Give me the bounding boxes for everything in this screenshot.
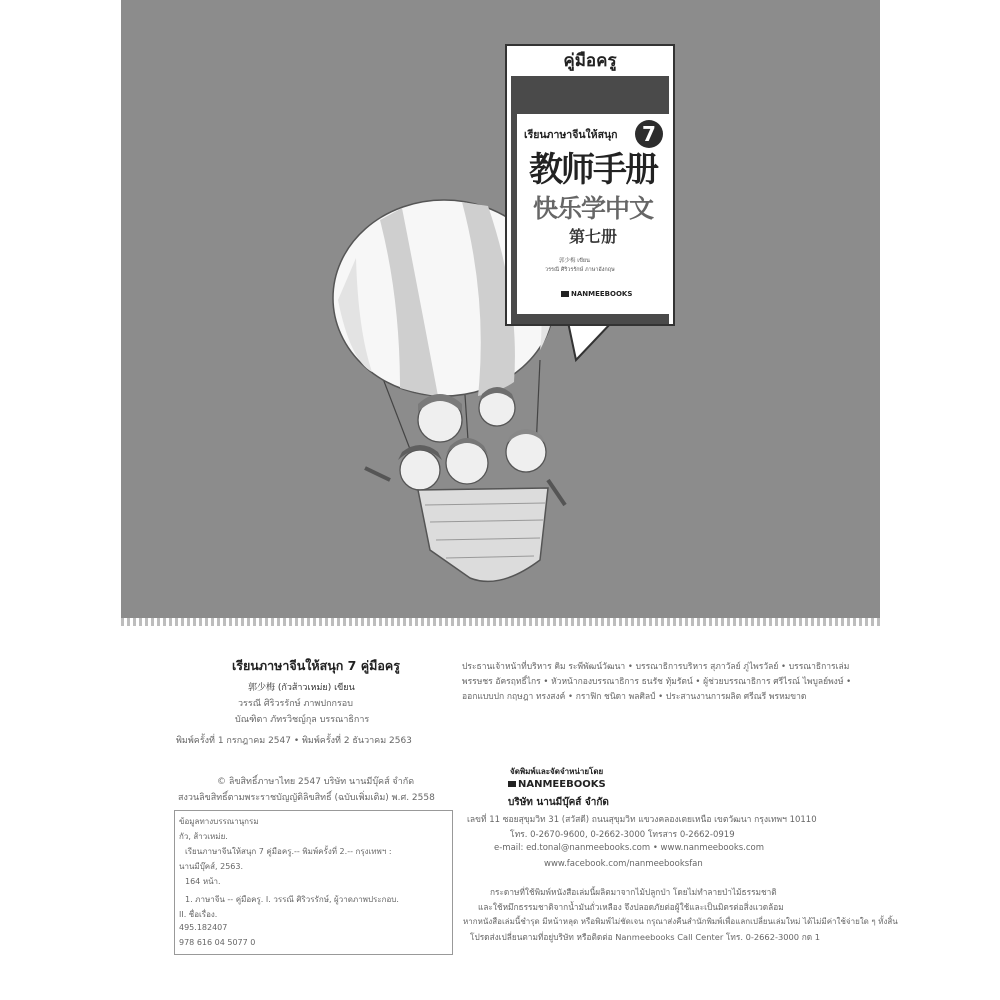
- volume-number-badge: 7: [635, 120, 663, 148]
- paper-note-line: หากหนังสือเล่มนี้ชำรุด มีหน้าหลุด หรือพิมพ์ไม่ชัดเจน กรุณาส่งคืนสำนักพิมพ์เพื่อแลกเปลี่ยนเล่มใหม่ ได้ไม่มีค่าใช้จ่ายใด ๆ ทั้งสิ้น: [463, 917, 898, 926]
- distributor-label: จัดพิมพ์และจัดจำหน่ายโดย: [510, 767, 604, 776]
- catalog-line: นานมีบุ๊คส์, 2563.: [179, 862, 244, 871]
- series-title: เรียนภาษาจีนให้สนุก: [524, 129, 618, 141]
- cover-publisher-logo: [561, 290, 632, 298]
- company-address: เลขที่ 11 ซอยสุขุมวิท 31 (สวัสดี) ถนนสุขุมวิท แขวงคลองเตยเหนือ เขตวัฒนา กรุงเทพฯ 10110: [467, 815, 817, 825]
- balloon-basket: [418, 488, 548, 581]
- paper-note-line: กระดาษที่ใช้พิมพ์หนังสือเล่มนี้ผลิตมาจากไม้ปลูกป่า โดยไม่ทำลายป่าไม้ธรรมชาติ: [490, 887, 777, 897]
- cover-author-line: 郭少梅 เขียน: [559, 258, 590, 264]
- chinese-title: 教师手册: [529, 150, 657, 190]
- staff-line: พรรษชร อัครฤทธิ์ไกร • หัวหน้ากองบรรณาธิการ ธนรัช ทุ้มรัตน์ • ผู้ช่วยบรรณาธิการ ศรีไรณ์ ไพบูลย์พงษ์ •: [462, 677, 852, 687]
- teacher-book-cover: [505, 44, 675, 326]
- imprint-title: เรียนภาษาจีนให้สนุก 7 คู่มือครู: [232, 658, 400, 673]
- company-name: บริษัท นานมีบุ๊คส์ จำกัด: [508, 797, 609, 808]
- speech-bubble-tail: [568, 322, 612, 360]
- nanmee-logo-icon: [561, 291, 569, 297]
- book-cover-panel: [517, 114, 669, 314]
- imprint-author: 郭少梅 (กัวส้าวเหม่ย) เขียน: [248, 683, 355, 693]
- imprint-copyright-1: © ลิขสิทธิ์ภาษาไทย 2547 บริษัท นานมีบุ๊คส์ จำกัด: [217, 777, 415, 787]
- book-label-top: คู่มือครู: [563, 51, 617, 71]
- catalog-line: 164 หน้า.: [185, 877, 221, 886]
- company-email-web: e-mail: ed.tonal@nanmeebooks.com • www.nanmeebooks.com: [494, 843, 765, 853]
- children-group: [365, 387, 565, 505]
- publisher-logo-text: NANMEEBOOKS: [518, 779, 606, 790]
- paper-note-line: และใช้หมึกธรรมชาติจากน้ำมันถั่วเหลือง จึงปลอดภัยต่อผู้ใช้และเป็นมิตรต่อสิ่งแวดล้อม: [478, 902, 784, 912]
- imprint-translator: วรรณี ศิริวรรักษ์ ภาพปกกรอบ: [238, 699, 353, 709]
- staff-line: ออกแบบปก กฤษฎา ทรงสงค์ • กราฟิก ชนิดา พลศิลป์ • ประสานงานการผลิต ศรีณรี พรหมขาด: [462, 692, 807, 702]
- staff-line: ประธานเจ้าหน้าที่บริหาร คิม ระพีพัฒน์วัฒนา • บรรณาธิการบริหาร สุภาวัลย์ ภู่ไพรวัลย์ • บรรณาธิการเล่ม: [462, 662, 850, 672]
- imprint-copyright-2: สงวนลิขสิทธิ์ตามพระราชบัญญัติลิขสิทธิ์ (ฉบับเพิ่มเติม) พ.ศ. 2558: [178, 793, 435, 803]
- catalog-line: กัว, ส้าวเหม่ย.: [179, 832, 228, 841]
- cover-publisher-name: NANMEEBOOKS: [571, 290, 633, 298]
- catalog-line: 1. ภาษาจีน -- คู่มือครู. I. วรรณี ศิริวรรักษ์, ผู้วาดภาพประกอบ.: [185, 895, 399, 904]
- catalog-line: เรียนภาษาจีนให้สนุก 7 คู่มือครู.-- พิมพ์ครั้งที่ 2.-- กรุงเทพฯ :: [185, 847, 392, 856]
- paper-note-line: โปรดส่งเปลี่ยนตามที่อยู่บริษัท หรือติดต่อ Nanmeebooks Call Center โทร. 0-2662-3000 กด 1: [470, 932, 821, 942]
- catalog-line: 495.182407: [179, 923, 228, 932]
- company-facebook: www.facebook.com/nanmeebooksfan: [544, 859, 703, 869]
- cover-translator-line: วรรณี ศิริวรรักษ์ ภาษาอังกฤษ: [545, 267, 615, 273]
- nanmee-logo-icon: [508, 781, 516, 787]
- book-cover-frame: [511, 76, 669, 324]
- catalog-line: II. ชื่อเรื่อง.: [179, 910, 218, 919]
- chinese-volume: 第七册: [568, 227, 617, 246]
- company-phone: โทร. 0-2670-9600, 0-2662-3000 โทรสาร 0-2662-0919: [510, 830, 735, 840]
- imprint-printing: พิมพ์ครั้งที่ 1 กรกฎาคม 2547 • พิมพ์ครั้งที่ 2 ธันวาคม 2563: [176, 736, 412, 746]
- catalog-box: [174, 810, 453, 955]
- chinese-subtitle: 快乐学中文: [532, 194, 653, 223]
- publisher-logo: [508, 779, 606, 790]
- imprint-editor: บัณฑิตา ภัทรวิชญ์กุล บรรณาธิการ: [235, 715, 370, 725]
- catalog-line: ข้อมูลทางบรรณานุกรม: [179, 817, 259, 826]
- catalog-line: 978 616 04 5077 0: [179, 938, 256, 947]
